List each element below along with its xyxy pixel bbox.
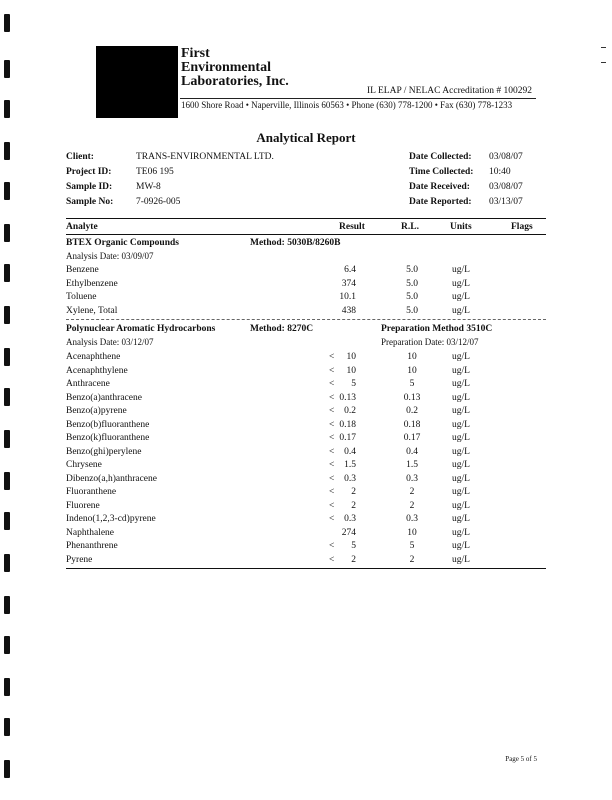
binder-hole bbox=[4, 306, 10, 324]
rl-cell: 5 bbox=[409, 541, 415, 551]
result-cell: 2 bbox=[351, 554, 356, 565]
units-cell: ug/L bbox=[452, 365, 470, 376]
qualifier-cell: < bbox=[329, 500, 335, 511]
units-cell: ug/L bbox=[452, 292, 470, 303]
analyte-cell: Acenaphthylene bbox=[66, 365, 128, 376]
rl-cell: 1.5 bbox=[406, 460, 418, 470]
project-id-label: Project ID: bbox=[66, 167, 112, 177]
company-name-line2: Environmental bbox=[181, 60, 271, 75]
result-cell: 0.3 bbox=[344, 473, 356, 484]
date-reported-label: Date Reported: bbox=[409, 197, 472, 207]
units-cell: ug/L bbox=[452, 433, 470, 443]
units-cell: ug/L bbox=[452, 554, 470, 565]
units-cell: ug/L bbox=[452, 352, 470, 362]
sample-id-label: Sample ID: bbox=[66, 182, 113, 192]
result-cell: 2 bbox=[351, 487, 356, 497]
binder-hole bbox=[4, 264, 10, 282]
client-label: Client: bbox=[66, 152, 94, 162]
result-cell: 10.1 bbox=[339, 292, 356, 303]
time-collected-label: Time Collected: bbox=[409, 167, 474, 177]
rl-cell: 0.4 bbox=[406, 446, 418, 457]
result-cell: 0.18 bbox=[339, 419, 356, 430]
units-cell: ug/L bbox=[452, 419, 470, 430]
page-number: Page 5 of 5 bbox=[505, 755, 537, 763]
rl-cell: 0.2 bbox=[406, 406, 418, 416]
binder-hole bbox=[4, 430, 10, 448]
rl-cell: 5.0 bbox=[406, 265, 418, 275]
analyte-cell: Chrysene bbox=[66, 460, 102, 470]
time-collected-value: 10:40 bbox=[489, 167, 511, 177]
rl-cell: 0.17 bbox=[403, 433, 421, 443]
analyte-cell: Benzo(b)fluoranthene bbox=[66, 419, 150, 430]
units-cell: ug/L bbox=[452, 541, 470, 551]
date-received-value: 03/08/07 bbox=[489, 182, 523, 192]
binder-hole bbox=[4, 718, 10, 736]
qualifier-cell: < bbox=[329, 406, 335, 416]
binder-hole bbox=[4, 182, 10, 200]
company-address: 1600 Shore Road • Naperville, Illinois 60563 • Phone (630) 778-1200 • Fax (630) 778-1233 bbox=[181, 100, 513, 110]
units-cell: ug/L bbox=[452, 473, 470, 484]
rl-cell: 5 bbox=[409, 379, 415, 389]
binder-hole bbox=[4, 14, 10, 32]
qualifier-cell: < bbox=[329, 419, 335, 430]
rl-cell: 0.18 bbox=[403, 419, 421, 430]
qualifier-cell: < bbox=[329, 473, 335, 484]
result-cell: 438 bbox=[341, 306, 356, 317]
analyte-cell: Fluorene bbox=[66, 500, 100, 511]
units-cell: ug/L bbox=[452, 379, 470, 389]
units-cell: ug/L bbox=[452, 278, 470, 289]
accreditation: IL ELAP / NELAC Accreditation # 100292 bbox=[367, 86, 532, 96]
pah-analysis-date: Analysis Date: 03/12/07 bbox=[66, 337, 154, 347]
rl-cell: 5.0 bbox=[406, 278, 418, 289]
binder-hole bbox=[4, 512, 10, 530]
binder-hole bbox=[4, 100, 10, 118]
table-header-rule bbox=[66, 234, 546, 235]
units-cell: ug/L bbox=[452, 406, 470, 416]
col-analyte: Analyte bbox=[66, 222, 98, 232]
rl-cell: 0.3 bbox=[406, 514, 418, 524]
company-logo bbox=[96, 46, 178, 118]
section-divider bbox=[66, 319, 546, 320]
binder-hole bbox=[4, 678, 10, 696]
analyte-cell: Fluoranthene bbox=[66, 487, 117, 497]
pah-section-title: Polynuclear Aromatic Hydrocarbons bbox=[66, 324, 216, 334]
result-cell: 6.4 bbox=[344, 265, 356, 275]
col-rl: R.L. bbox=[401, 222, 419, 232]
rl-cell: 2 bbox=[409, 554, 415, 565]
result-cell: 10 bbox=[346, 365, 356, 376]
units-cell: ug/L bbox=[452, 514, 470, 524]
units-cell: ug/L bbox=[452, 446, 470, 457]
rl-cell: 2 bbox=[409, 500, 415, 511]
result-cell: 5 bbox=[351, 379, 356, 389]
analyte-cell: Dibenzo(a,h)anthracene bbox=[66, 473, 157, 484]
units-cell: ug/L bbox=[452, 460, 470, 470]
binder-hole bbox=[4, 348, 10, 366]
analyte-cell: Naphthalene bbox=[66, 527, 115, 538]
col-units: Units bbox=[450, 222, 472, 232]
result-cell: 274 bbox=[341, 527, 356, 538]
analyte-cell: Toluene bbox=[66, 292, 97, 303]
edge-mark bbox=[601, 47, 606, 48]
rl-cell: 10 bbox=[407, 365, 417, 376]
result-cell: 5 bbox=[351, 541, 356, 551]
rl-cell: 5.0 bbox=[406, 292, 418, 303]
rl-cell: 10 bbox=[407, 352, 417, 362]
units-cell: ug/L bbox=[452, 500, 470, 511]
company-name-line3: Laboratories, Inc. bbox=[181, 74, 289, 89]
binder-hole bbox=[4, 388, 10, 406]
result-cell: 374 bbox=[341, 278, 356, 289]
qualifier-cell: < bbox=[329, 554, 335, 565]
result-cell: 0.3 bbox=[344, 514, 356, 524]
pah-prep-date: Preparation Date: 03/12/07 bbox=[381, 337, 479, 347]
qualifier-cell: < bbox=[329, 446, 335, 457]
units-cell: ug/L bbox=[452, 392, 470, 403]
qualifier-cell: < bbox=[329, 352, 335, 362]
result-cell: 0.2 bbox=[344, 406, 356, 416]
date-collected-label: Date Collected: bbox=[409, 152, 472, 162]
units-cell: ug/L bbox=[452, 527, 470, 538]
result-cell: 10 bbox=[346, 352, 356, 362]
rl-cell: 0.13 bbox=[403, 392, 421, 403]
binder-holes bbox=[4, 0, 14, 800]
rl-cell: 10 bbox=[407, 527, 417, 538]
analyte-cell: Acenaphthene bbox=[66, 352, 121, 362]
binder-hole bbox=[4, 472, 10, 490]
analyte-cell: Indeno(1,2,3-cd)pyrene bbox=[66, 514, 156, 524]
analyte-cell: Benzo(a)pyrene bbox=[66, 406, 127, 416]
analyte-cell: Anthracene bbox=[66, 379, 110, 389]
binder-hole bbox=[4, 596, 10, 614]
binder-hole bbox=[4, 554, 10, 572]
binder-hole bbox=[4, 60, 10, 78]
project-id-value: TE06 195 bbox=[136, 167, 174, 177]
sample-no-value: 7-0926-005 bbox=[136, 197, 181, 207]
btex-method: Method: 5030B/8260B bbox=[250, 238, 341, 248]
qualifier-cell: < bbox=[329, 433, 335, 443]
report-title: Analytical Report bbox=[256, 130, 356, 145]
qualifier-cell: < bbox=[329, 541, 335, 551]
qualifier-cell: < bbox=[329, 487, 335, 497]
date-received-label: Date Received: bbox=[409, 182, 470, 192]
client-value: TRANS-ENVIRONMENTAL LTD. bbox=[136, 152, 274, 162]
company-name bbox=[181, 47, 289, 89]
binder-hole bbox=[4, 760, 10, 778]
sample-id-value: MW-8 bbox=[136, 182, 161, 192]
meta-right bbox=[409, 150, 523, 210]
sample-no-label: Sample No: bbox=[66, 197, 114, 207]
date-collected-value: 03/08/07 bbox=[489, 152, 523, 162]
qualifier-cell: < bbox=[329, 392, 335, 403]
units-cell: ug/L bbox=[452, 487, 470, 497]
edge-mark bbox=[601, 62, 606, 63]
date-reported-value: 03/13/07 bbox=[489, 197, 523, 207]
qualifier-cell: < bbox=[329, 365, 335, 376]
units-cell: ug/L bbox=[452, 265, 470, 275]
analyte-cell: Benzo(k)fluoranthene bbox=[66, 433, 150, 443]
qualifier-cell: < bbox=[329, 460, 335, 470]
rl-cell: 5.0 bbox=[406, 306, 418, 317]
analyte-cell: Ethylbenzene bbox=[66, 278, 118, 289]
pah-prep-method: Preparation Method 3510C bbox=[381, 324, 493, 334]
btex-section-title: BTEX Organic Compounds bbox=[66, 238, 179, 248]
col-result: Result bbox=[339, 222, 365, 232]
result-cell: 0.13 bbox=[339, 392, 356, 403]
units-cell: ug/L bbox=[452, 306, 470, 317]
pah-method: Method: 8270C bbox=[250, 324, 314, 334]
rl-cell: 2 bbox=[409, 487, 415, 497]
binder-hole bbox=[4, 224, 10, 242]
qualifier-cell: < bbox=[329, 379, 335, 389]
analyte-cell: Benzene bbox=[66, 265, 99, 275]
analyte-cell: Phenanthrene bbox=[66, 541, 118, 551]
result-cell: 2 bbox=[351, 500, 356, 511]
qualifier-cell: < bbox=[329, 514, 335, 524]
result-cell: 0.17 bbox=[339, 433, 356, 443]
binder-hole bbox=[4, 636, 10, 654]
analyte-cell: Benzo(ghi)perylene bbox=[66, 446, 142, 457]
letterhead-divider bbox=[180, 98, 536, 99]
analyte-cell: Benzo(a)anthracene bbox=[66, 392, 142, 403]
analyte-cell: Pyrene bbox=[66, 554, 93, 565]
result-cell: 0.4 bbox=[344, 446, 356, 457]
table-top-rule bbox=[66, 218, 546, 219]
analyte-cell: Xylene, Total bbox=[66, 306, 118, 317]
result-cell: 1.5 bbox=[344, 460, 356, 470]
meta-left bbox=[66, 150, 274, 210]
btex-analysis-date: Analysis Date: 03/09/07 bbox=[66, 251, 154, 261]
company-name-line1: First bbox=[181, 46, 210, 61]
col-flags: Flags bbox=[511, 222, 533, 232]
rl-cell: 0.3 bbox=[406, 473, 418, 484]
table-bottom-rule bbox=[66, 568, 546, 569]
